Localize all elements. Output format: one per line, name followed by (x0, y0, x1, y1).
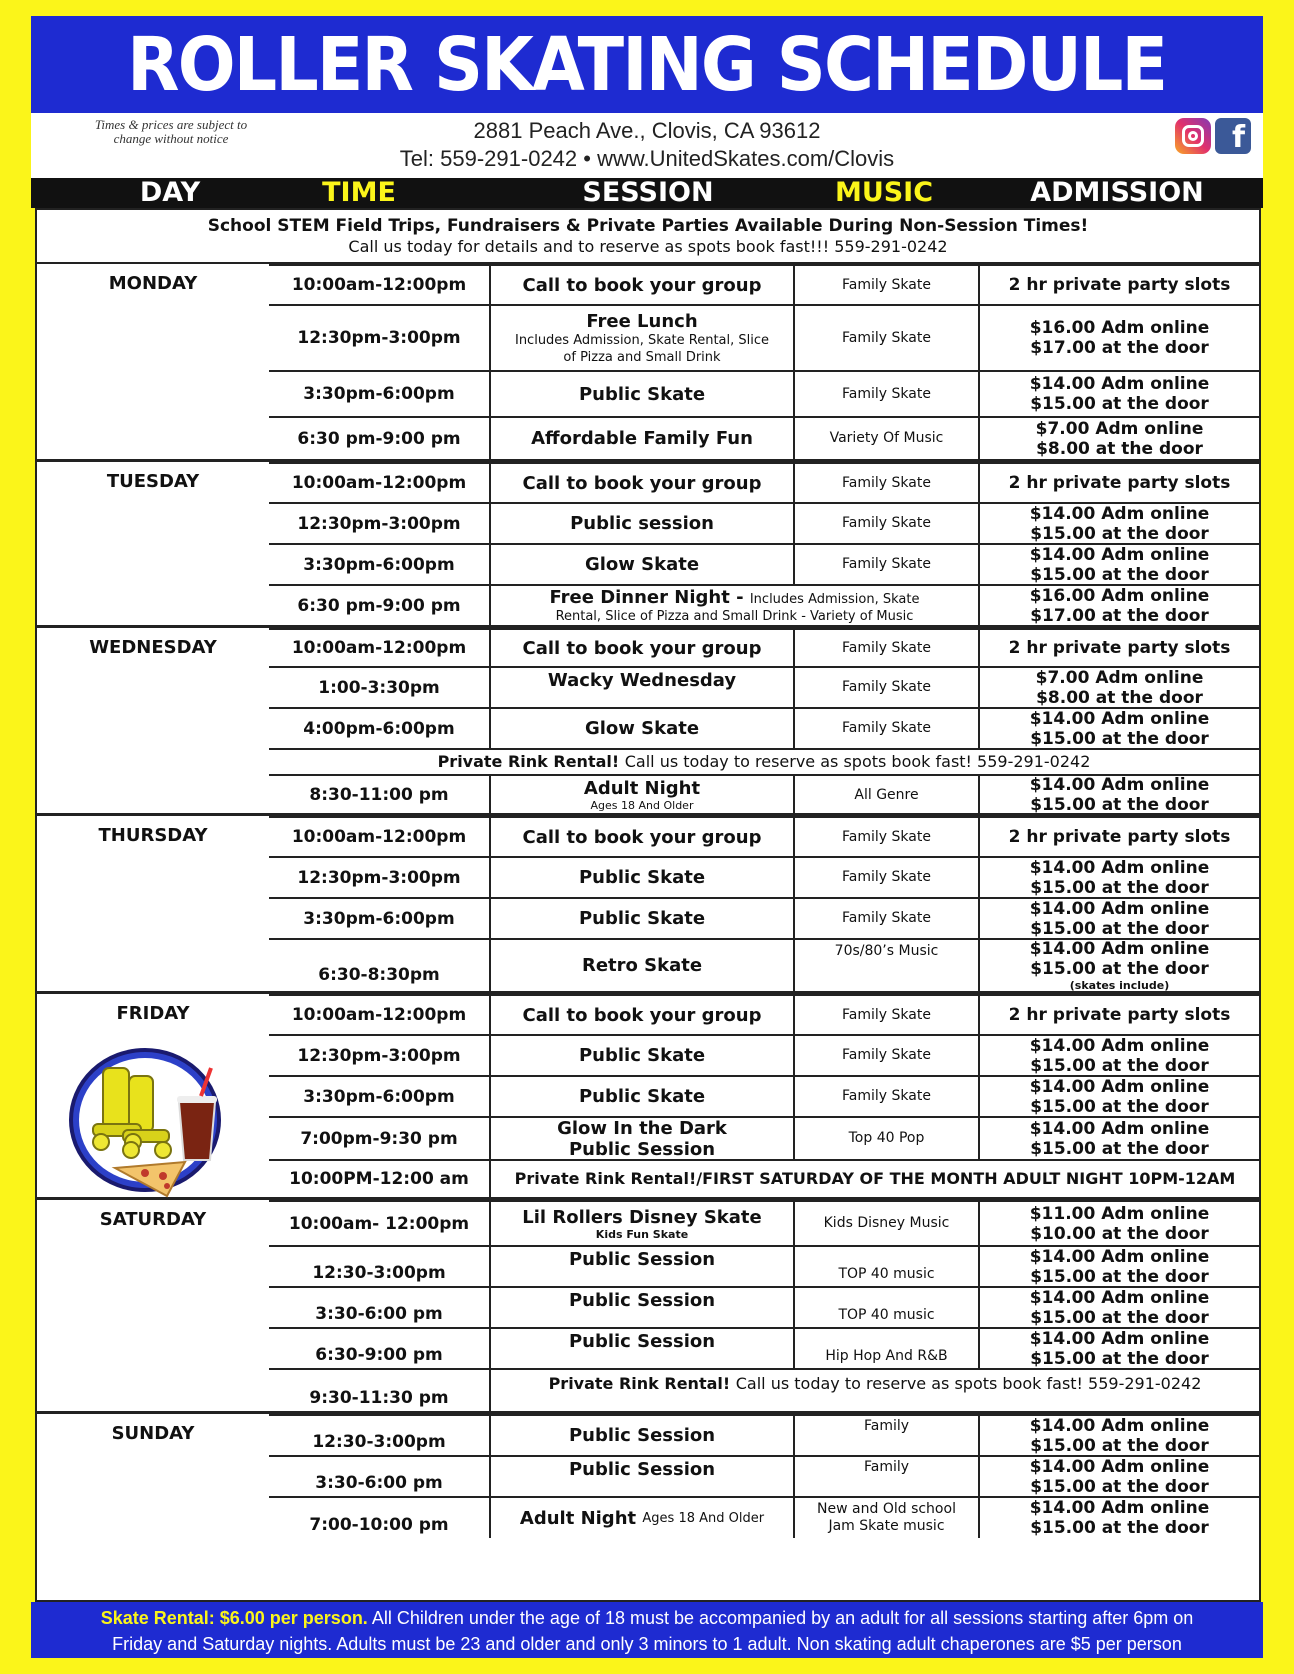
music-cell: Family Skate (793, 630, 978, 666)
banner-headline: School STEM Field Trips, Fundraisers & Private Parties Available During Non-Session Times! (207, 216, 1089, 236)
column-headers (31, 178, 1263, 208)
admission-door: $15.00 at the door (1030, 959, 1209, 979)
table-row (269, 1455, 1259, 1496)
admission-online: $14.00 Adm online (1029, 1328, 1210, 1349)
day-label: MONDAY (108, 273, 198, 294)
day-label: THURSDAY (98, 825, 208, 846)
table-row (269, 543, 1259, 584)
address-block (31, 117, 1263, 173)
time-cell: 6:30-8:30pm (318, 965, 440, 985)
admission-cell (978, 858, 1259, 897)
time-cell: 3:30pm-6:00pm (303, 1086, 455, 1107)
music-line-2: Jam Skate music (828, 1518, 945, 1534)
session-title: Adult Night (583, 778, 701, 799)
admission-cell: 2 hr private party slots (978, 818, 1259, 856)
admission-door: $8.00 at the door (1036, 438, 1203, 459)
session-cell: Glow Skate (489, 545, 793, 584)
music-cell: Family Skate (793, 668, 978, 707)
admission-door: $15.00 at the door (1030, 523, 1209, 544)
admission-door: $15.00 at the door (1030, 728, 1209, 749)
admission-online: $7.00 Adm online (1035, 667, 1204, 688)
rental-cell: Private Rink Rental!/FIRST SATURDAY OF THE MONTH ADULT NIGHT 10PM-12AM (489, 1161, 1259, 1197)
time-cell: 12:30-3:00pm (312, 1432, 446, 1452)
session-cell: Public Session (489, 1329, 793, 1368)
time-cell: 4:00pm-6:00pm (303, 718, 455, 739)
rental-title: Private Rink Rental! (437, 752, 620, 771)
admission-cell (978, 306, 1259, 370)
time-cell: 7:00pm-9:30 pm (300, 1128, 458, 1149)
private-rental-row (269, 1368, 1259, 1411)
admission-door: $15.00 at the door (1030, 1138, 1209, 1159)
time-cell: 10:00am-12:00pm (291, 473, 467, 493)
time-cell: 12:30pm-3:00pm (297, 513, 461, 534)
session-title-text: Free Dinner Night - (549, 586, 744, 608)
music-cell: TOP 40 music (793, 1288, 978, 1327)
header-day: DAY (139, 177, 201, 208)
session-cell (489, 776, 793, 814)
session-title: Adult Night (519, 1507, 637, 1529)
session-title: Lil Rollers Disney Skate (522, 1206, 762, 1228)
table-row (269, 938, 1259, 991)
admission-door: $15.00 at the door (1030, 1435, 1209, 1456)
rental-cell (269, 750, 1259, 774)
title-banner (31, 16, 1263, 113)
music-cell: Family Skate (793, 266, 978, 304)
admission-door: $15.00 at the door (1030, 877, 1209, 898)
admission-online: $16.00 Adm online (1029, 585, 1210, 606)
time-cell: 12:30pm-3:00pm (297, 328, 461, 348)
time-cell: 3:30pm-6:00pm (303, 554, 455, 575)
address-line: 2881 Peach Ave., Clovis, CA 93612 (473, 118, 821, 143)
session-cell (489, 1498, 793, 1538)
table-row (269, 1116, 1259, 1159)
table-row (269, 707, 1259, 748)
skate-rental-price: Skate Rental: $6.00 per person. (100, 1608, 368, 1628)
admission-cell (978, 418, 1259, 459)
session-cell: Affordable Family Fun (489, 418, 793, 459)
admission-cell (978, 1077, 1259, 1116)
time-cell: 3:30pm-6:00pm (303, 384, 455, 404)
music-cell: Family Skate (793, 899, 978, 938)
admission-online: $14.00 Adm online (1029, 544, 1210, 565)
table-row (269, 584, 1259, 625)
table-row (269, 1159, 1259, 1197)
music-cell: Family Skate (793, 1077, 978, 1116)
time-cell: 6:30 pm-9:00 pm (297, 428, 461, 449)
time-cell: 3:30-6:00 pm (315, 1473, 443, 1493)
day-label: TUESDAY (106, 471, 200, 492)
session-cell: Public Skate (489, 858, 793, 897)
admission-door: $10.00 at the door (1030, 1223, 1209, 1244)
table-row (269, 1200, 1259, 1245)
admission-cell (978, 776, 1259, 814)
day-saturday (37, 1200, 1259, 1414)
music-cell: Family Skate (793, 1036, 978, 1075)
private-rental-row (269, 748, 1259, 774)
music-cell: Family Skate (793, 545, 978, 584)
admission-cell (978, 1416, 1259, 1455)
session-cell (489, 1202, 793, 1245)
instagram-icon[interactable] (1175, 118, 1211, 154)
time-cell: 12:30pm-3:00pm (297, 1045, 461, 1066)
table-row (269, 416, 1259, 459)
admission-door: $15.00 at the door (1030, 1055, 1209, 1076)
admission-cell (978, 1202, 1259, 1245)
music-cell: Family Skate (793, 464, 978, 502)
social-links (1175, 118, 1251, 154)
admission-cell (978, 1118, 1259, 1159)
table-row (269, 1245, 1259, 1286)
table-row (269, 774, 1259, 814)
day-thursday (37, 816, 1259, 994)
day-label: FRIDAY (116, 1003, 190, 1024)
info-bar (31, 113, 1263, 178)
music-cell (793, 1498, 978, 1538)
session-cell: Call to book your group (489, 996, 793, 1034)
admission-cell (978, 940, 1259, 991)
admission-door: $15.00 at the door (1030, 1266, 1209, 1287)
session-cell (489, 586, 978, 625)
rental-detail: Call us today to reserve as spots book fast! 559-291-0242 (624, 752, 1091, 771)
admission-online: $7.00 Adm online (1035, 418, 1204, 439)
table-row (269, 264, 1259, 304)
price-notice: Times & prices are subject to change without notice (94, 117, 248, 146)
admission-online: $14.00 Adm online (1029, 857, 1210, 878)
admission-door: $15.00 at the door (1030, 918, 1209, 939)
music-cell: Hip Hop And R&B (793, 1329, 978, 1368)
table-row (269, 1414, 1259, 1455)
admission-cell (978, 1498, 1259, 1538)
table-row (269, 1496, 1259, 1538)
admission-online: $14.00 Adm online (1029, 939, 1210, 959)
header-admission: ADMISSION (1030, 177, 1204, 208)
music-cell: 70s/80’s Music (793, 940, 978, 991)
admission-online: $14.00 Adm online (1029, 503, 1210, 524)
admission-cell (978, 1329, 1259, 1368)
day-sunday (37, 1414, 1259, 1600)
footer-line-1 (31, 1605, 1263, 1631)
session-cell: Public Skate (489, 1077, 793, 1116)
music-cell: Family Skate (793, 306, 978, 370)
table-row (269, 502, 1259, 543)
session-cell: Public Session (489, 1416, 793, 1455)
admission-cell: 2 hr private party slots (978, 996, 1259, 1034)
admission-note: (skates include) (1069, 979, 1170, 992)
admission-door: $15.00 at the door (1030, 564, 1209, 585)
admission-online: $14.00 Adm online (1029, 1076, 1210, 1097)
session-cell: Retro Skate (489, 940, 793, 991)
rental-cell (489, 1370, 1259, 1411)
session-cell: Glow Skate (489, 709, 793, 748)
time-cell: 9:30-11:30 pm (309, 1388, 449, 1408)
music-cell: All Genre (793, 776, 978, 814)
table-row (269, 994, 1259, 1034)
session-cell: Call to book your group (489, 630, 793, 666)
admission-cell (978, 899, 1259, 938)
admission-cell (978, 668, 1259, 707)
day-friday (37, 994, 1259, 1200)
schedule-table (35, 208, 1261, 1602)
time-cell: 3:30pm-6:00pm (303, 908, 455, 929)
session-title: Glow In the Dark (557, 1117, 727, 1139)
admission-online: $14.00 Adm online (1029, 374, 1210, 394)
table-row (269, 628, 1259, 666)
table-row (269, 1034, 1259, 1075)
session-cell: Public Session (489, 1288, 793, 1327)
admission-cell (978, 545, 1259, 584)
day-label: SUNDAY (111, 1423, 195, 1444)
admission-online: $16.00 Adm online (1029, 318, 1210, 338)
admission-online: $14.00 Adm online (1029, 1118, 1210, 1139)
admission-online: $11.00 Adm online (1029, 1203, 1210, 1224)
time-cell: 10:00am-12:00pm (291, 827, 467, 847)
music-cell: Family Skate (793, 709, 978, 748)
session-detail: Ages 18 And Older (642, 1510, 765, 1526)
session-title: Free Lunch (586, 310, 698, 332)
admission-door: $15.00 at the door (1030, 394, 1209, 414)
admission-online: $14.00 Adm online (1029, 775, 1210, 795)
admission-cell: 2 hr private party slots (978, 266, 1259, 304)
time-cell: 3:30-6:00 pm (315, 1304, 443, 1324)
admission-cell (978, 372, 1259, 416)
admission-door: $15.00 at the door (1030, 1348, 1209, 1369)
time-cell: 10:00am- 12:00pm (288, 1213, 470, 1234)
admission-door: $15.00 at the door (1030, 1476, 1209, 1497)
session-title (549, 587, 919, 608)
music-cell: Kids Disney Music (793, 1202, 978, 1245)
session-detail: Kids Fun Skate (595, 1227, 689, 1241)
time-cell: 7:00-10:00 pm (309, 1515, 449, 1535)
session-cell: Public session (489, 504, 793, 543)
admission-online: $14.00 Adm online (1029, 1287, 1210, 1308)
header-time: TIME (322, 177, 396, 208)
admission-door: $8.00 at the door (1036, 687, 1203, 708)
admission-door: $17.00 at the door (1030, 338, 1209, 358)
skates-drink-pizza-icon (67, 1038, 237, 1208)
time-cell: 1:00-3:30pm (318, 677, 440, 698)
music-cell: Family Skate (793, 818, 978, 856)
table-row (269, 856, 1259, 897)
table-row (269, 462, 1259, 502)
music-cell: Family Skate (793, 996, 978, 1034)
session-cell: Public Session (489, 1247, 793, 1286)
header-music: MUSIC (834, 177, 934, 208)
admission-online: $14.00 Adm online (1029, 1415, 1210, 1436)
rental-detail: Call us today to reserve as spots book fast! 559-291-0242 (735, 1374, 1202, 1393)
session-cell: Public Skate (489, 1036, 793, 1075)
admission-door: $15.00 at the door (1030, 795, 1209, 815)
time-cell: 8:30-11:00 pm (309, 785, 449, 805)
session-title-2: Public Session (568, 1138, 716, 1160)
session-cell: Call to book your group (489, 464, 793, 502)
day-label: WEDNESDAY (89, 637, 217, 658)
page-title: ROLLER SKATING SCHEDULE (127, 21, 1167, 108)
table-row (269, 897, 1259, 938)
admission-online: $14.00 Adm online (1029, 708, 1210, 729)
time-cell: 10:00am-12:00pm (291, 638, 467, 658)
table-row (269, 1075, 1259, 1116)
session-cell: Public Session (489, 1457, 793, 1496)
footer-text-1: All Children under the age of 18 must be accompanied by an adult for all sessions starting after 6pm on (367, 1608, 1194, 1628)
footer-text-2: Friday and Saturday nights. Adults must be 23 and older and only 3 minors to 1 adult. Non skating adult chaperones are $5 per person (112, 1634, 1182, 1654)
table-row (269, 816, 1259, 856)
facebook-icon[interactable]: f (1215, 118, 1251, 154)
group-booking-banner (37, 210, 1259, 264)
music-cell: TOP 40 music (793, 1247, 978, 1286)
time-cell: 10:00PM-12:00 am (289, 1169, 469, 1189)
contact-line: Tel: 559-291-0242 • www.UnitedSkates.com/Clovis (399, 146, 895, 171)
admission-cell (978, 586, 1259, 625)
admission-online: $14.00 Adm online (1029, 1498, 1210, 1518)
session-cell: Call to book your group (489, 818, 793, 856)
admission-online: $14.00 Adm online (1029, 1456, 1210, 1477)
table-row (269, 304, 1259, 370)
music-cell: Family Skate (793, 858, 978, 897)
music-line-1: New and Old school (817, 1501, 956, 1517)
footer-notice (31, 1602, 1263, 1658)
header-session: SESSION (582, 177, 714, 208)
admission-cell: 2 hr private party slots (978, 630, 1259, 666)
admission-cell: 2 hr private party slots (978, 464, 1259, 502)
session-cell: Public Skate (489, 899, 793, 938)
day-wednesday (37, 628, 1259, 816)
admission-door: $17.00 at the door (1030, 605, 1209, 626)
admission-cell (978, 1247, 1259, 1286)
admission-cell (978, 1036, 1259, 1075)
music-cell: Top 40 Pop (793, 1118, 978, 1159)
admission-cell (978, 504, 1259, 543)
rental-title: Private Rink Rental! (548, 1374, 731, 1393)
time-cell: 12:30-3:00pm (312, 1263, 446, 1283)
admission-door: $15.00 at the door (1030, 1307, 1209, 1328)
table-row (269, 666, 1259, 707)
session-cell: Wacky Wednesday (489, 668, 793, 707)
day-tuesday (37, 462, 1259, 628)
admission-cell (978, 1288, 1259, 1327)
day-label: SATURDAY (99, 1209, 207, 1230)
time-cell: 10:00am-12:00pm (291, 1005, 467, 1025)
admission-door: $15.00 at the door (1030, 1518, 1209, 1538)
admission-door: $15.00 at the door (1030, 1096, 1209, 1117)
table-row (269, 1327, 1259, 1368)
admission-cell (978, 1457, 1259, 1496)
admission-online: $14.00 Adm online (1029, 1035, 1210, 1056)
music-cell: Family Skate (793, 372, 978, 416)
session-detail-2: Rental, Slice of Pizza and Small Drink - Variety of Music (555, 608, 914, 624)
time-cell: 6:30 pm-9:00 pm (297, 595, 461, 616)
session-detail: Includes Admission, Skate Rental, Slice of Pizza and Small Drink (514, 332, 770, 365)
banner-subline: Call us today for details and to reserve as spots book fast!!! 559-291-0242 (348, 237, 948, 256)
music-cell: Family (793, 1457, 978, 1496)
session-cell (489, 306, 793, 370)
session-detail: Ages 18 And Older (590, 799, 694, 812)
session-detail: Includes Admission, Skate (749, 591, 920, 607)
table-row (269, 1286, 1259, 1327)
music-cell: Family (793, 1416, 978, 1455)
session-cell: Call to book your group (489, 266, 793, 304)
table-row (269, 370, 1259, 416)
time-cell: 6:30-9:00 pm (315, 1345, 443, 1365)
music-cell: Family Skate (793, 504, 978, 543)
time-cell: 12:30pm-3:00pm (297, 867, 461, 888)
day-monday (37, 264, 1259, 462)
session-cell: Public Skate (489, 372, 793, 416)
admission-cell (978, 709, 1259, 748)
time-cell: 10:00am-12:00pm (291, 275, 467, 295)
music-cell: Variety Of Music (793, 418, 978, 459)
admission-online: $14.00 Adm online (1029, 1246, 1210, 1267)
admission-online: $14.00 Adm online (1029, 898, 1210, 919)
session-cell (489, 1118, 793, 1159)
